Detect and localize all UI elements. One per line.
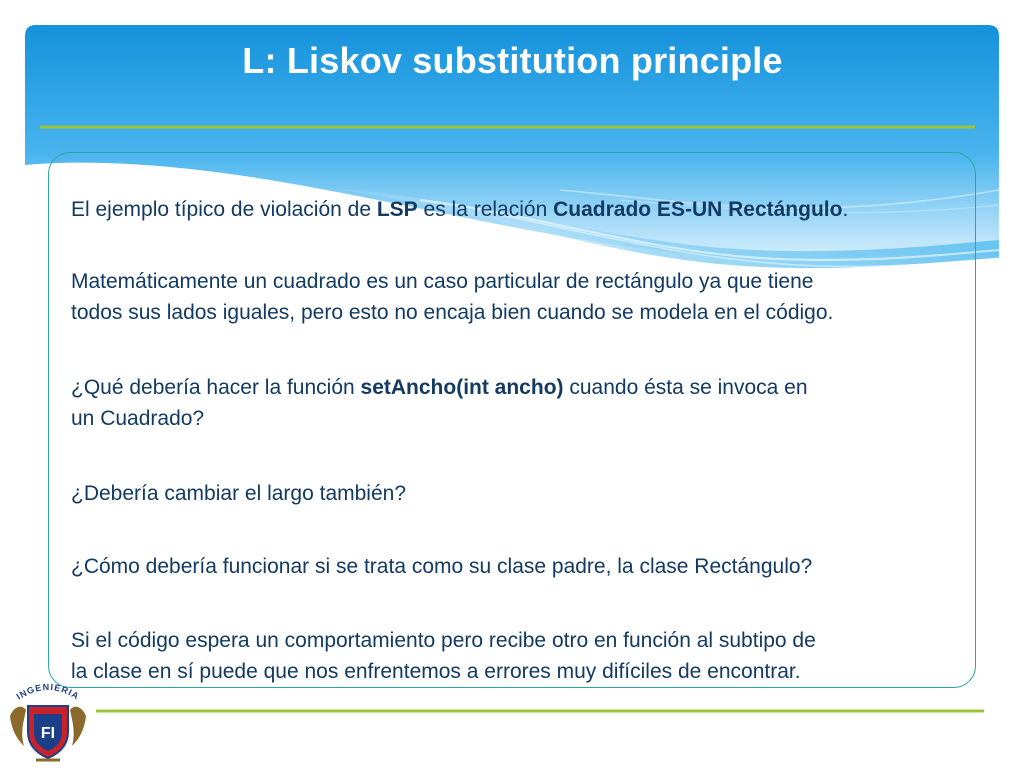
p2-line-2: todos sus lados iguales, pero esto no encaja bien cuando se modela en el código. (71, 301, 834, 324)
p3-text-c: cuando ésta se invoca en (563, 376, 808, 399)
p2-line-1: Matemáticamente un cuadrado es un caso particular de rectángulo ya que tiene (71, 270, 814, 293)
paragraph-4: ¿Debería cambiar el largo también? (71, 482, 406, 505)
paragraph-5: ¿Cómo debería funcionar si se trata como su clase padre, la clase Rectángulo? (71, 555, 813, 578)
faculty-crest-icon (6, 676, 90, 766)
p6-line-1: Si el código espera un comportamiento pero recibe otro en función al subtipo de (71, 629, 816, 652)
p1-text-c: es la relación (417, 198, 554, 221)
svg-text:FI: FI (40, 725, 56, 742)
paragraph-2 (71, 266, 961, 328)
paragraph-6 (71, 625, 961, 687)
p3-setancho: setAncho(int ancho) (360, 376, 564, 399)
p6-line-2: la clase en sí puede que nos enfrentemos a errores muy difíciles de encontrar. (71, 660, 801, 683)
paragraph-1 (71, 194, 961, 225)
slide-title: L: Liskov substitution principle (242, 40, 783, 81)
p1-text-a: El ejemplo típico de violación de (71, 198, 377, 221)
svg-text:INGENIERIA (15, 682, 82, 702)
p1-cuadrado: Cuadrado ES-UN Rectángulo (553, 198, 843, 221)
logo-text: INGENIERIA (14, 681, 82, 702)
p3-line-2: un Cuadrado? (71, 407, 205, 430)
paragraph-3 (71, 372, 961, 434)
p3-text-a: ¿Qué debería hacer la función (71, 376, 361, 399)
p1-text-e: . (842, 198, 849, 221)
p1-lsp: LSP (376, 198, 418, 221)
